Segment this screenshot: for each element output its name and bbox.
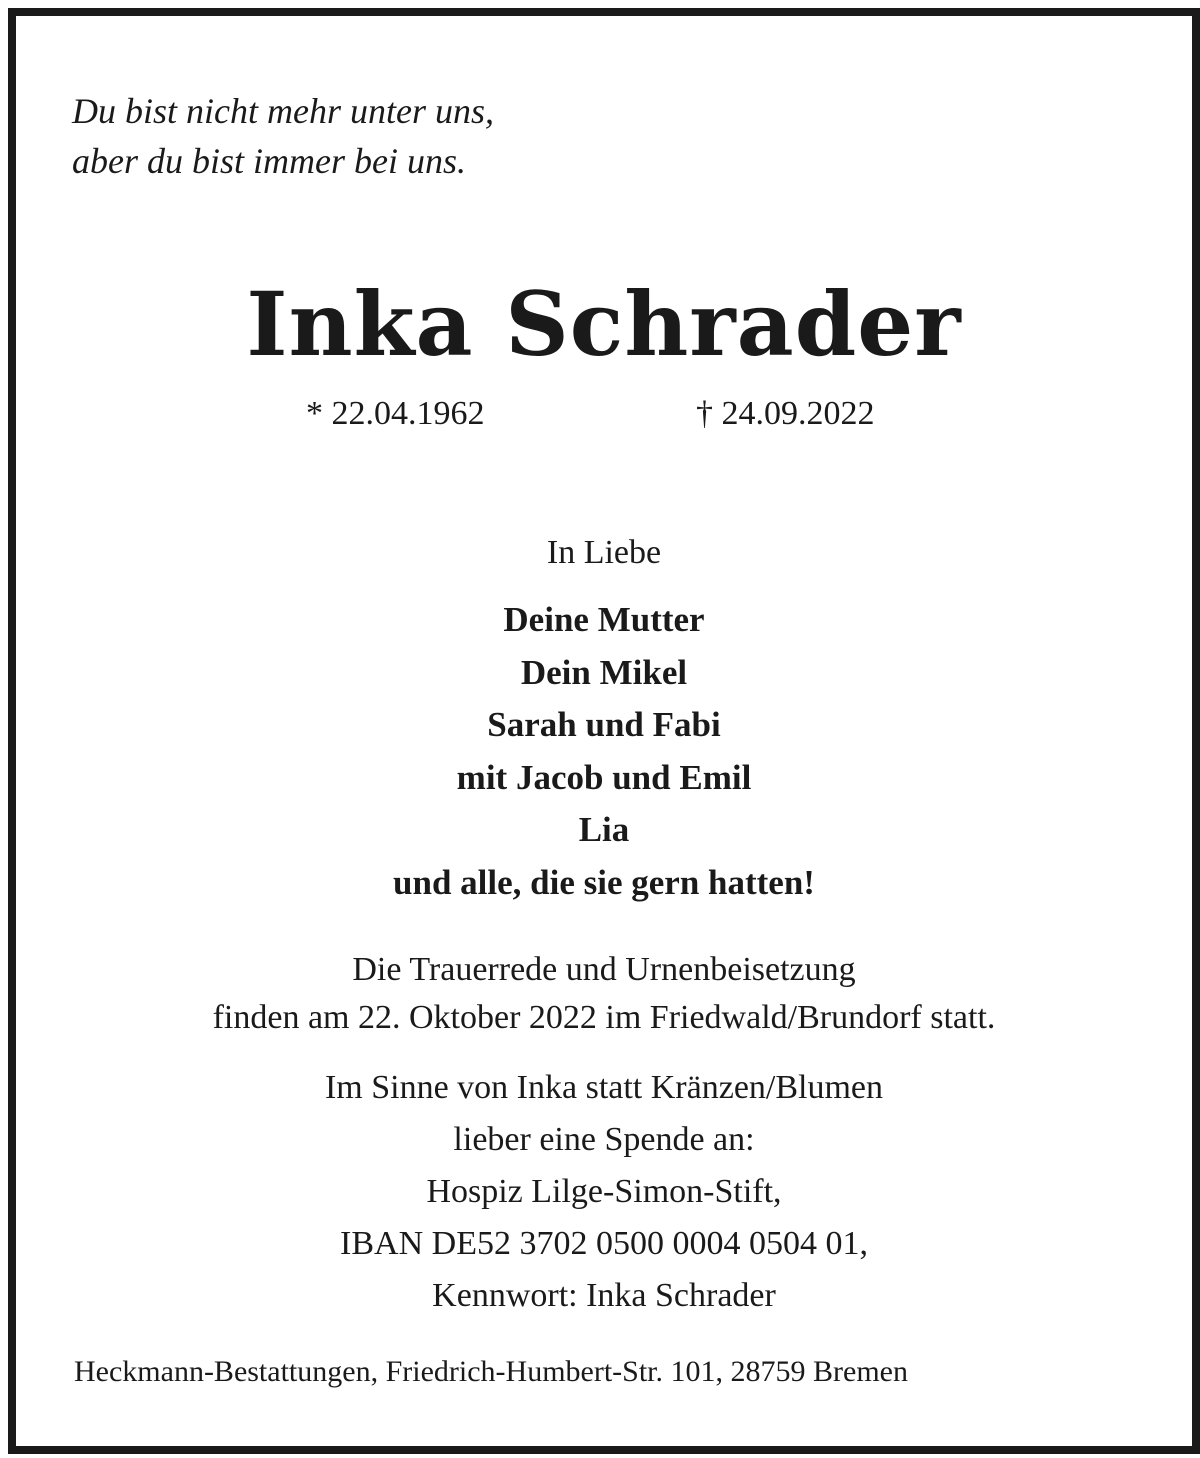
obituary-frame [8, 8, 1200, 1454]
deceased-name: Inka Schrader [246, 272, 962, 376]
donation-notice [16, 1062, 1192, 1322]
mourner-line: Lia [578, 810, 630, 849]
closing-phrase: In Liebe [546, 534, 662, 571]
mourner-line: Dein Mikel [520, 652, 688, 692]
mourner-line: und alle, die sie gern hatten! [393, 862, 815, 902]
ceremony-line-1: Die Trauerrede und Urnenbeisetzung [352, 951, 856, 988]
donation-line-1: Im Sinne von Inka statt Kränzen/Blumen [324, 1069, 884, 1106]
birth-date: * 22.04.1962 [306, 395, 485, 432]
mourner-line: mit Jacob und Emil [456, 757, 752, 797]
mourner-line: Deine Mutter [503, 600, 705, 639]
undertaker-address: Heckmann-Bestattungen, Friedrich-Humbert-Str. 101, 28759 Bremen [74, 1355, 908, 1388]
ceremony-line-2: finden am 22. Oktober 2022 im Friedwald/Brundorf statt. [212, 999, 996, 1036]
mourners-list [16, 594, 1192, 909]
motto-line-1: Du bist nicht mehr unter uns, [72, 91, 494, 131]
donation-line-2: lieber eine Spende an: [453, 1121, 755, 1158]
mourner-line: Sarah und Fabi [487, 705, 721, 744]
motto-line-2: aber du bist immer bei uns. [72, 141, 466, 181]
motto-quote [72, 86, 494, 186]
donation-keyword: Kennwort: Inka Schrader [432, 1277, 776, 1314]
death-date: † 24.09.2022 [696, 395, 875, 432]
donation-recipient: Hospiz Lilge-Simon-Stift, [426, 1173, 782, 1210]
ceremony-notice [16, 946, 1192, 1042]
donation-iban: IBAN DE52 3702 0500 0004 0504 01, [340, 1225, 868, 1262]
